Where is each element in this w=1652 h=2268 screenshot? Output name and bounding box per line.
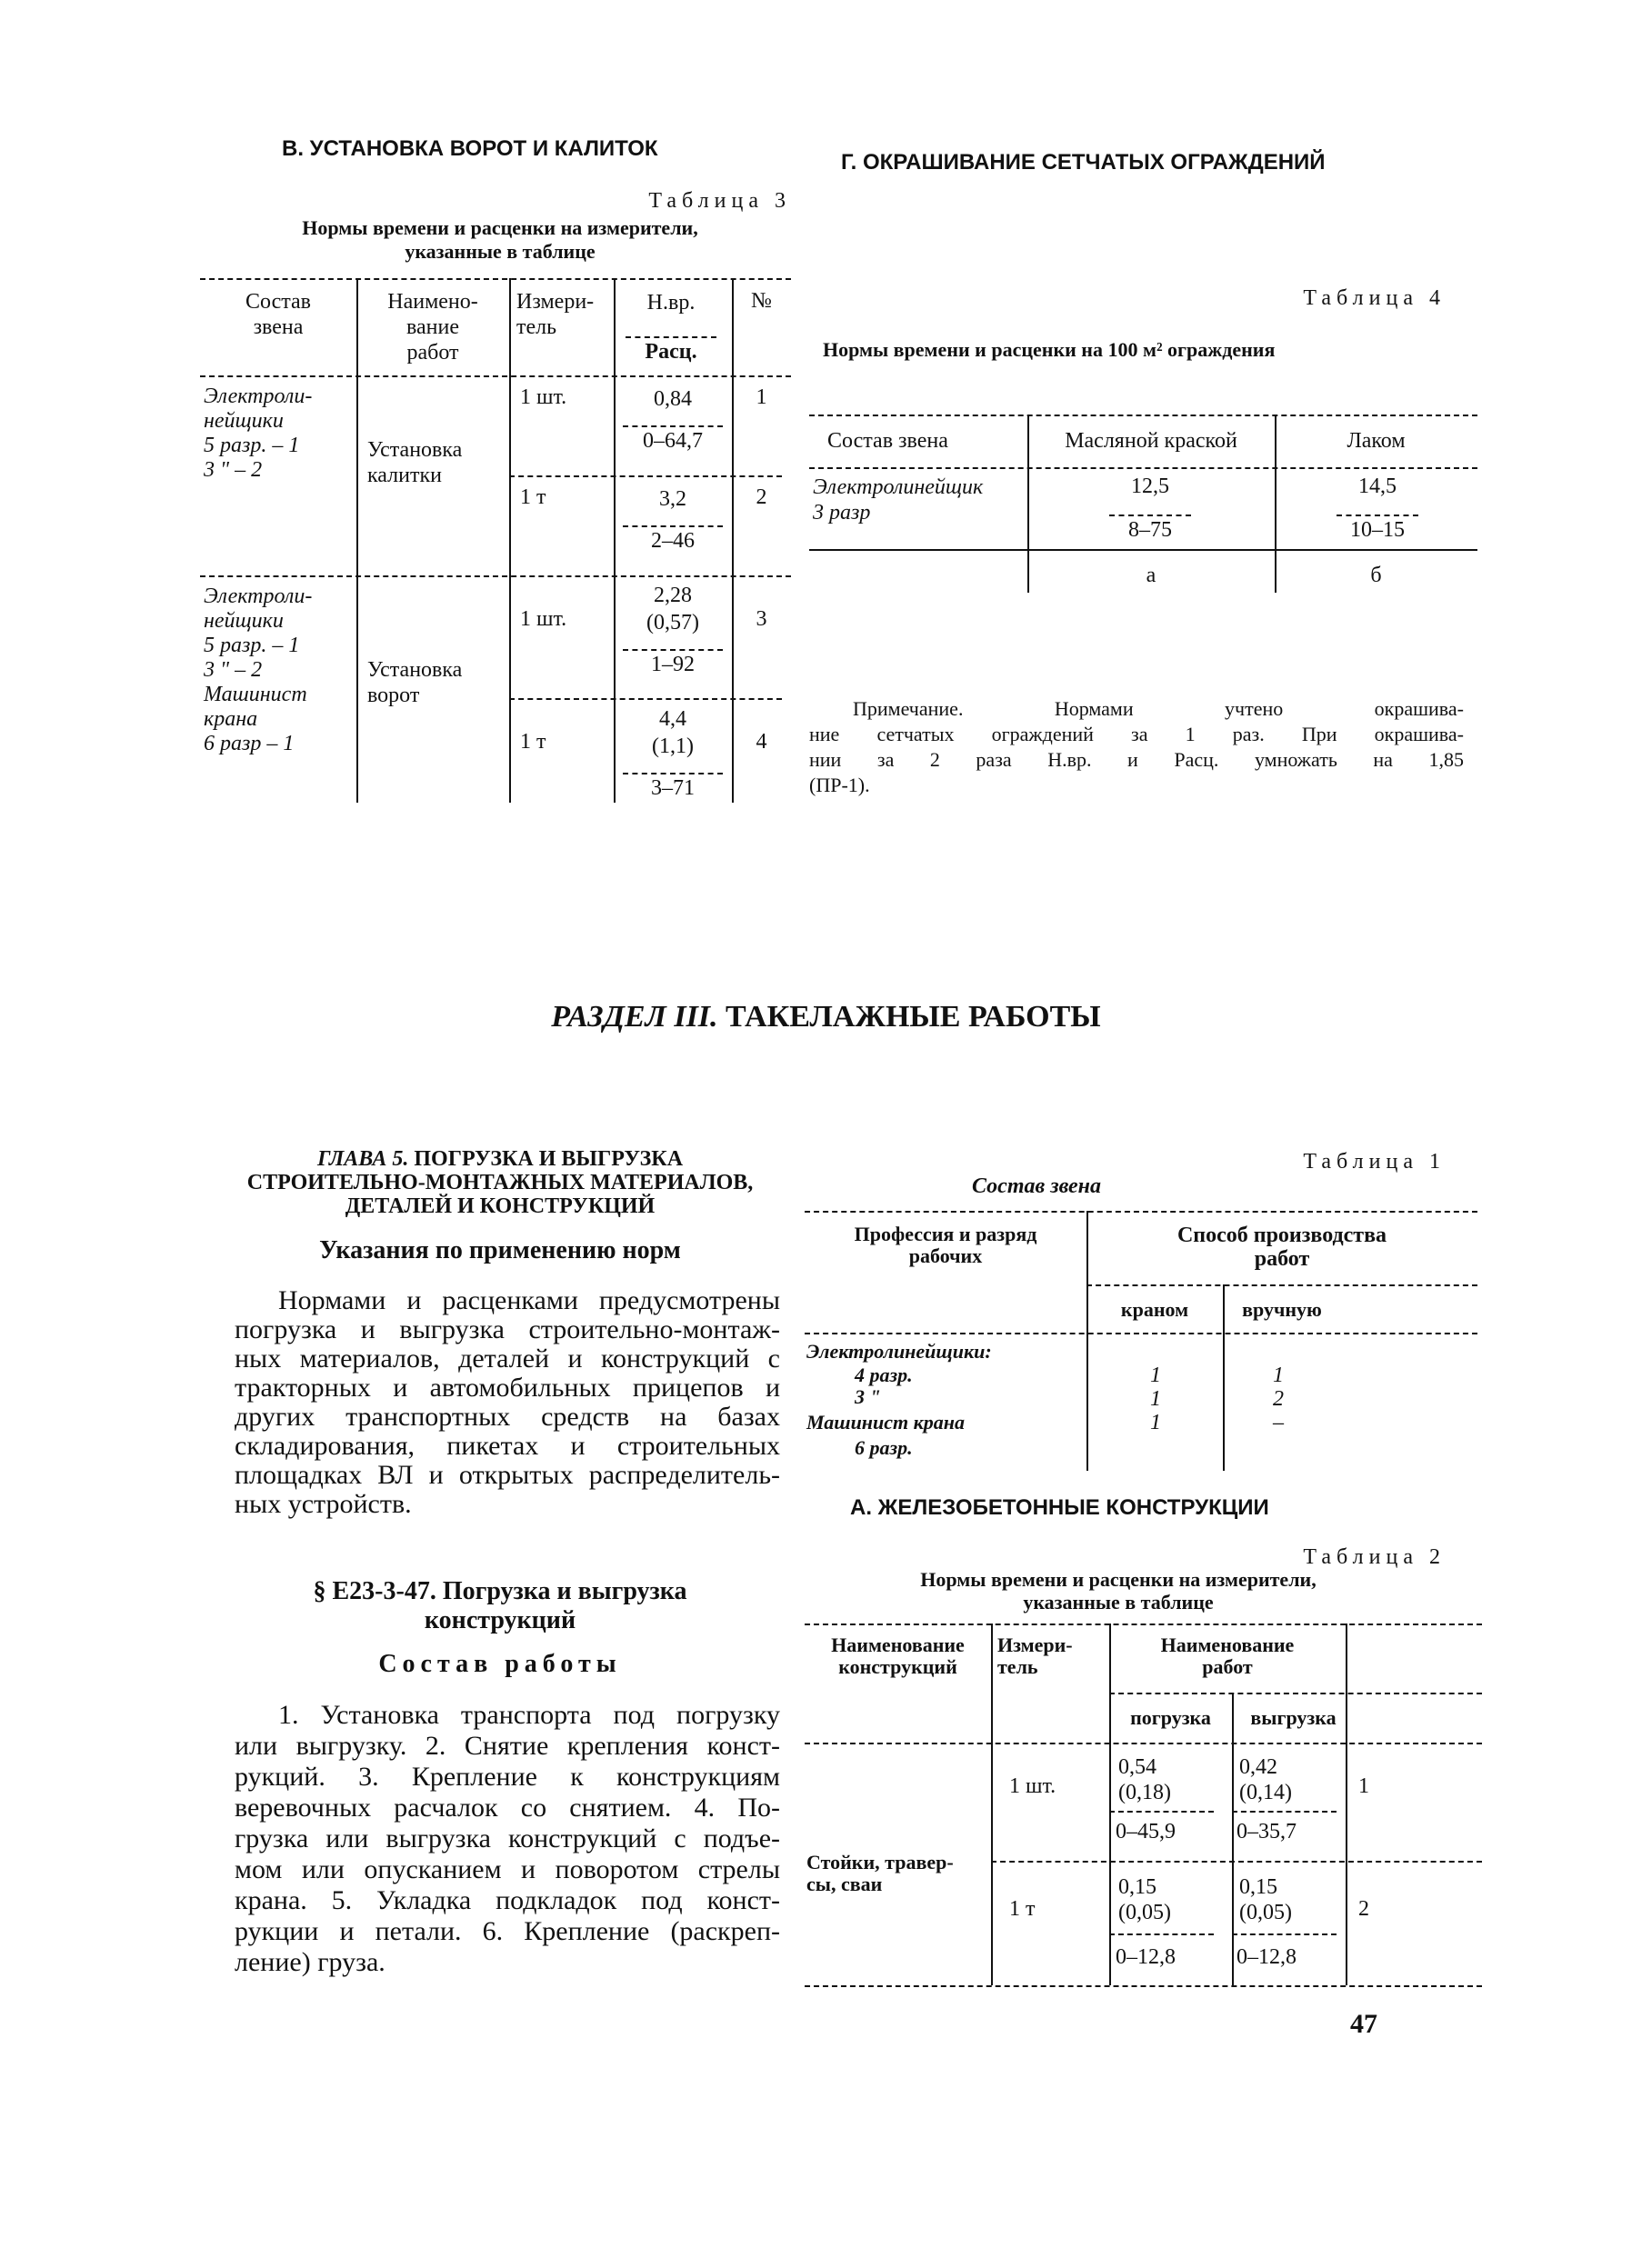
table4-note: Примечание. Нормами учтено окрашива- ние сетчатых ограждений за 1 раз. При окрашива- нии за 2 раза Н.вр. и Расц. умножать на 1,85 (ПР-1). — [809, 697, 1464, 796]
t1-row-prof-3: Машинист крана — [806, 1411, 966, 1434]
t1-r2-crane: 1 — [1150, 1387, 1161, 1411]
t3-r1-norm: $\frac{0,84}{0-64,7}$ — [623, 385, 723, 455]
t2-r2-num: 2 — [1358, 1897, 1369, 1921]
t2-r2-load-norm: 0,15 (0,05) — [1118, 1875, 1171, 1924]
composition-heading: Состав работы — [378, 1650, 622, 1678]
t3-h-work: Наимено- вание работ — [387, 290, 478, 365]
t3-h-num: № — [751, 289, 772, 313]
t3-r2-norm: $\frac{3,2}{2-46}$ — [623, 485, 723, 555]
t2-r1-load-norm: 0,54 (0,18) — [1118, 1755, 1171, 1804]
chapter-heading: ГЛАВА 5. ПОГРУЗКА И ВЫГРУЗКА СТРОИТЕЛЬНО-МОНТАЖНЫХ МАТЕРИАЛОВ, ДЕТАЛЕЙ И КОНСТРУКЦИЙ — [246, 1147, 754, 1218]
t1-r2-hand: 2 — [1273, 1387, 1284, 1411]
table1-caption: Состав звена — [972, 1174, 1101, 1198]
t2-r1-load-rate: 0–45,9 — [1116, 1820, 1176, 1843]
t2-r1-unload-rate: 0–35,7 — [1236, 1820, 1297, 1843]
t2-r1-unload-norm: 0,42 (0,14) — [1239, 1755, 1292, 1804]
section-g-title: Г. ОКРАШИВАНИЕ СЕТЧАТЫХ ОГРАЖДЕНИЙ — [841, 150, 1326, 175]
table2-label: Таблица 2 — [1303, 1545, 1446, 1569]
t1-r1-hand: 1 — [1273, 1364, 1284, 1387]
t3-r2-num: 2 — [756, 485, 767, 509]
t3-r1-unit: 1 шт. — [520, 385, 567, 409]
t4-h-lacquer: Лаком — [1347, 429, 1406, 453]
t4-h-crew: Состав звена — [827, 429, 948, 453]
t2-name: Стойки, травер- сы, сваи — [806, 1851, 954, 1895]
t1-row-prof-4: 6 разр. — [855, 1436, 913, 1459]
t4-h-oil: Масляной краской — [1065, 429, 1237, 453]
t3-r4-norm: 4,4 (1,1) 3–71 — [623, 705, 723, 802]
t1-row-prof-0: Электролинейщики: — [806, 1340, 992, 1363]
table4-label: Таблица 4 — [1303, 286, 1446, 310]
t3-h-crew: Состав звена — [245, 290, 312, 339]
t4-lacquer-value: $\frac{14,5}{10-15}$ — [1337, 473, 1418, 544]
table1-label: Таблица 1 — [1303, 1150, 1446, 1174]
t2-h-name: Наименование конструкций — [831, 1634, 965, 1678]
t3-r3-num: 3 — [756, 607, 767, 631]
table1 — [805, 1207, 1477, 1471]
t1-h-crane: краном — [1120, 1298, 1189, 1321]
t3-g2-crew: Электроли- нейщики 5 разр. – 1 3 " – 2 Машинист крана 6 разр – 1 — [204, 584, 313, 755]
t1-r3-hand: – — [1273, 1411, 1284, 1434]
t3-r3-norm: 2,28 (0,57) 1–92 — [623, 582, 723, 678]
t4-crew: Электролинейщик 3 разр — [813, 475, 984, 525]
t3-r4-unit: 1 т — [520, 730, 546, 754]
t1-r3-crane: 1 — [1150, 1411, 1161, 1434]
table3-label: Таблица 3 — [648, 189, 791, 213]
table3-caption-2: указанные в таблице — [405, 240, 596, 263]
page-number: 47 — [1350, 2009, 1377, 2039]
chapter-paragraph: Нормами и расценками предусмотрены погрузка и выгрузка строительно-монтаж- ных материалов, деталей и конструкций с тракторных и автомобильных прицепов и других транспортных средств на базах складирования, пикетах и строительных площадках ВЛ и открытых распределитель- ных устройств. — [235, 1285, 780, 1519]
table2-caption-2: указанные в таблице — [1023, 1591, 1214, 1614]
t3-r2-unit: 1 т — [520, 485, 546, 509]
t3-h-unit: Измери- тель — [516, 290, 595, 339]
table3 — [200, 271, 791, 803]
t2-h-work: Наименование работ — [1160, 1634, 1295, 1678]
t1-h-prof: Профессия и разряд рабочих — [854, 1223, 1037, 1267]
t3-r4-num: 4 — [756, 730, 767, 754]
t2-r2-unload-norm: 0,15 (0,05) — [1239, 1875, 1292, 1924]
t1-h-method: Способ производства работ — [1176, 1224, 1387, 1271]
t3-g2-work: Установка ворот — [367, 658, 463, 707]
t2-r2-load-rate: 0–12,8 — [1116, 1945, 1176, 1969]
table4 — [809, 411, 1477, 593]
t1-h-hand: вручную — [1242, 1298, 1322, 1321]
t2-r1-num: 1 — [1358, 1774, 1369, 1798]
t4-col-a: а — [1146, 564, 1156, 587]
chapter-subtitle: Указания по применению норм — [319, 1236, 681, 1264]
t1-row-prof-1: 4 разр. — [855, 1364, 913, 1386]
t3-r3-unit: 1 шт. — [520, 607, 567, 631]
razdel-heading: РАЗДЕЛ III. ТАКЕЛАЖНЫЕ РАБОТЫ — [551, 1000, 1101, 1034]
table2 — [805, 1620, 1482, 1988]
t2-h-load: погрузка — [1130, 1706, 1211, 1729]
table2-caption-1: Нормы времени и расценки на измерители, — [920, 1568, 1317, 1591]
t2-h-unit: Измери- тель — [997, 1634, 1073, 1678]
t2-r1-unit: 1 шт. — [1009, 1774, 1056, 1798]
t1-row-prof-2: 3 " — [855, 1385, 881, 1408]
t4-oil-value: $\frac{12,5}{8-75}$ — [1109, 473, 1191, 544]
t3-g1-work: Установка калитки — [367, 438, 463, 487]
t2-h-unload: выгрузка — [1250, 1706, 1337, 1729]
t3-g1-crew: Электроли- нейщики 5 разр. – 1 3 " – 2 — [204, 385, 313, 482]
table4-caption: Нормы времени и расценки на 100 м² ограждения — [823, 338, 1276, 361]
t2-r2-unload-rate: 0–12,8 — [1236, 1945, 1297, 1969]
paragraph-e23-title: § Е23-3-47. Погрузка и выгрузка конструкций — [313, 1577, 687, 1634]
t4-col-b: б — [1370, 564, 1382, 587]
t1-r1-crane: 1 — [1150, 1364, 1161, 1387]
composition-text: 1. Установка транспорта под погрузку или выгрузку. 2. Снятие крепления конст- рукций. 3. Крепление к конструкциям веревочных расчалок со снятием. 4. По- грузка или выгрузка конструкций с подъе- мом или опусканием и поворотом стрелы крана. 5. Укладка подкладок под конст- рукции и петали. 6. Крепление (раскреп- ление) груза. — [235, 1700, 780, 1977]
t2-r2-unit: 1 т — [1009, 1897, 1036, 1921]
t3-h-norm: Н.вр. Расц. — [626, 289, 716, 365]
section-a-title: А. ЖЕЛЕЗОБЕТОННЫЕ КОНСТРУКЦИИ — [850, 1495, 1269, 1520]
table3-caption-1: Нормы времени и расценки на измерители, — [302, 216, 698, 239]
section-v-title: В. УСТАНОВКА ВОРОТ И КАЛИТОК — [282, 136, 658, 161]
t3-r1-num: 1 — [756, 385, 767, 409]
